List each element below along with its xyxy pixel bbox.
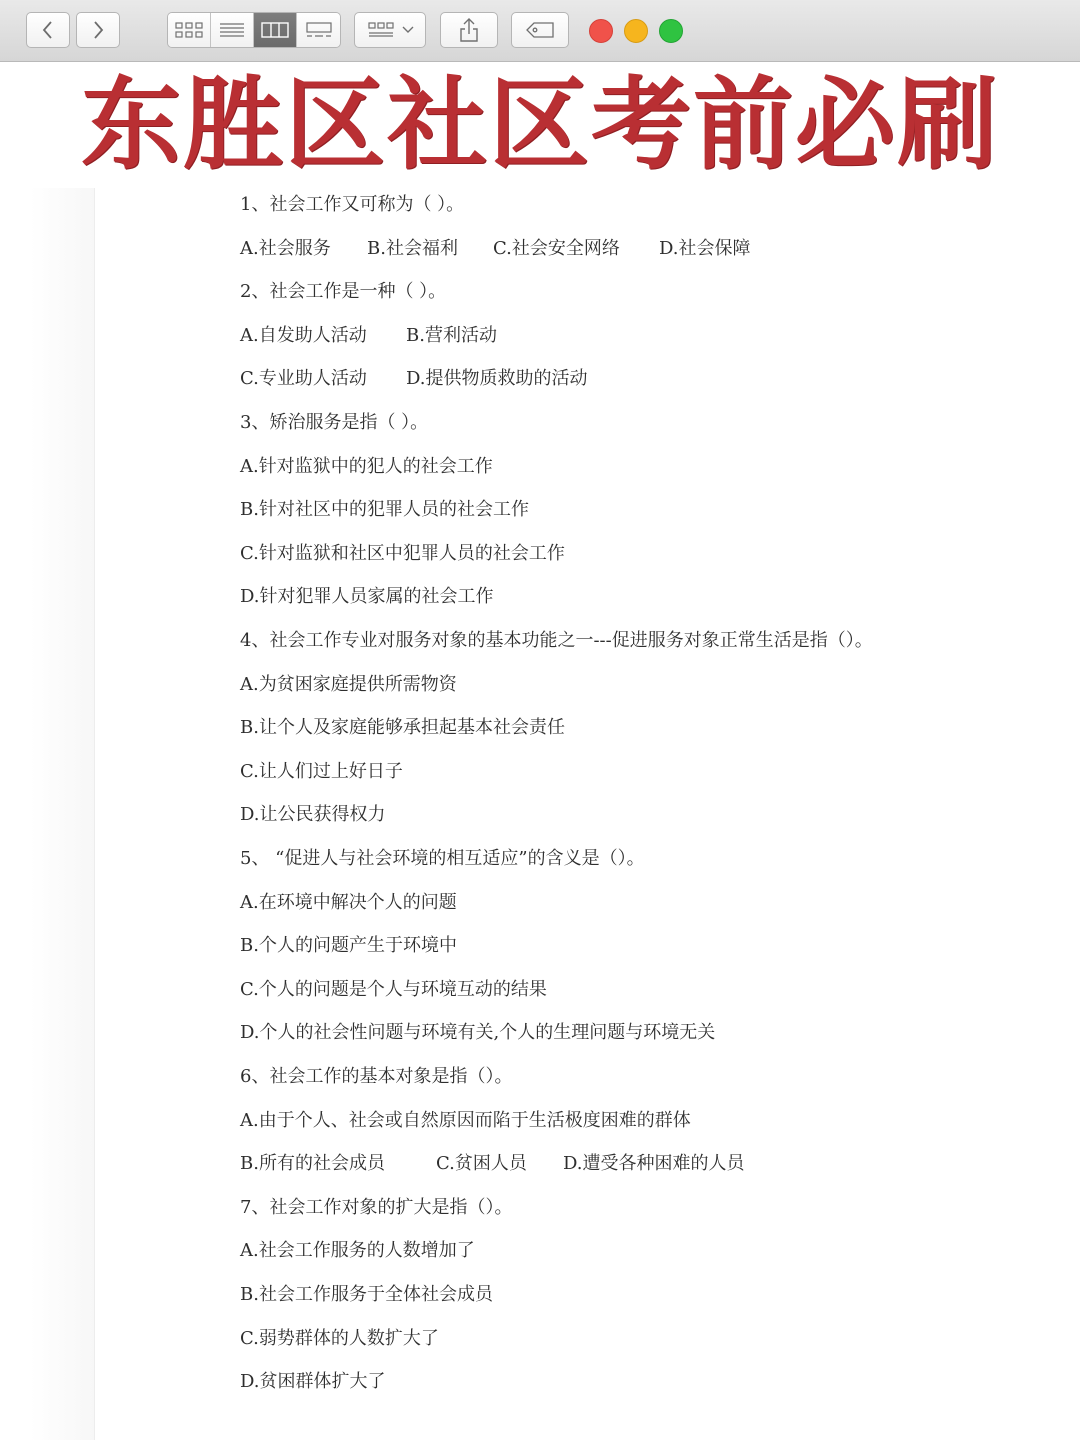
answer-option: D.贫困群体扩大了 (240, 1371, 386, 1393)
back-button[interactable] (26, 12, 70, 48)
option-row (240, 364, 588, 394)
group-by-icon (367, 21, 395, 39)
answer-option: D.让公民获得权力 (240, 804, 386, 826)
question-text: 2、社会工作是一种（ ）。 (240, 281, 447, 303)
answer-option: C.贫困人员 (436, 1153, 527, 1175)
list-view-icon (219, 21, 245, 39)
answer-option: A.自发助人活动 (240, 324, 367, 346)
close-window-button[interactable] (589, 19, 613, 43)
question-text: 5、 “促进人与社会环境的相互适应”的含义是（）。 (240, 848, 645, 869)
answer-option: C.个人的问题是个人与环境互动的结果 (240, 978, 547, 1000)
chevron-right-icon (90, 20, 106, 40)
answer-option: A.由于个人、社会或自然原因而陷于生活极度困难的群体 (240, 1109, 691, 1131)
question-text: 4、社会工作专业对服务对象的基本功能之一---促进服务对象正常生活是指（）。 (240, 630, 873, 651)
zoom-window-button[interactable] (659, 19, 683, 43)
answer-option: C.让人们过上好日子 (240, 760, 403, 782)
banner-title: 东胜区社区考前必刷 (81, 66, 999, 183)
answer-option: C.社会安全网络 (493, 237, 620, 259)
view-mode-control (167, 12, 341, 48)
question-text: 6、社会工作的基本对象是指（）。 (240, 1066, 513, 1087)
answer-option: D.遭受各种困难的人员 (563, 1153, 745, 1175)
chevron-left-icon (40, 20, 56, 40)
answer-option: A.针对监狱中的犯人的社会工作 (240, 455, 493, 477)
finder-toolbar (0, 0, 1080, 62)
answer-option: D.社会保障 (659, 237, 751, 259)
title-banner (0, 62, 1080, 188)
page-gutter (30, 188, 94, 1440)
gallery-view-icon (304, 21, 334, 39)
answer-option: D.提供物质救助的活动 (406, 368, 588, 390)
answer-option: B.营利活动 (406, 324, 497, 346)
answer-option: A.为贫困家庭提供所需物资 (240, 673, 457, 695)
column-view-icon (261, 21, 289, 39)
group-by-button[interactable] (354, 12, 426, 48)
option-row (240, 234, 751, 264)
grid-view-icon (174, 21, 204, 39)
answer-option: A.社会工作服务的人数增加了 (240, 1240, 475, 1262)
option-row (240, 321, 497, 351)
answer-option: A.社会服务 (240, 237, 331, 259)
answer-option: C.专业助人活动 (240, 368, 367, 390)
answer-option: B.个人的问题产生于环境中 (240, 935, 457, 957)
answer-option: B.让个人及家庭能够承担起基本社会责任 (240, 717, 565, 739)
share-icon (458, 17, 480, 43)
answer-option: B.针对社区中的犯罪人员的社会工作 (240, 499, 529, 521)
question-text: 7、社会工作对象的扩大是指（）。 (240, 1196, 513, 1218)
tag-button[interactable] (511, 12, 569, 48)
option-row (240, 1149, 745, 1179)
column-view-button[interactable] (254, 13, 297, 47)
question-text: 3、矫治服务是指（ ）。 (240, 412, 429, 433)
answer-option: D.针对犯罪人员家属的社会工作 (240, 586, 494, 608)
answer-option: A.在环境中解决个人的问题 (240, 891, 457, 913)
answer-option: B.社会工作服务于全体社会成员 (240, 1284, 493, 1305)
grid-view-button[interactable] (168, 13, 211, 47)
question-text: 1、社会工作又可称为（ ）。 (240, 194, 465, 215)
gallery-view-button[interactable] (297, 13, 340, 47)
chevron-down-icon (402, 25, 414, 35)
answer-option: C.弱势群体的人数扩大了 (240, 1327, 439, 1349)
forward-button[interactable] (76, 12, 120, 48)
answer-option: D.个人的社会性问题与环境有关,个人的生理问题与环境无关 (240, 1022, 716, 1044)
share-button[interactable] (440, 12, 498, 48)
list-view-button[interactable] (211, 13, 254, 47)
answer-option: B.社会福利 (367, 237, 458, 259)
tag-icon (525, 21, 555, 39)
minimize-window-button[interactable] (624, 19, 648, 43)
answer-option: C.针对监狱和社区中犯罪人员的社会工作 (240, 542, 565, 564)
answer-option: B.所有的社会成员 (240, 1153, 385, 1175)
